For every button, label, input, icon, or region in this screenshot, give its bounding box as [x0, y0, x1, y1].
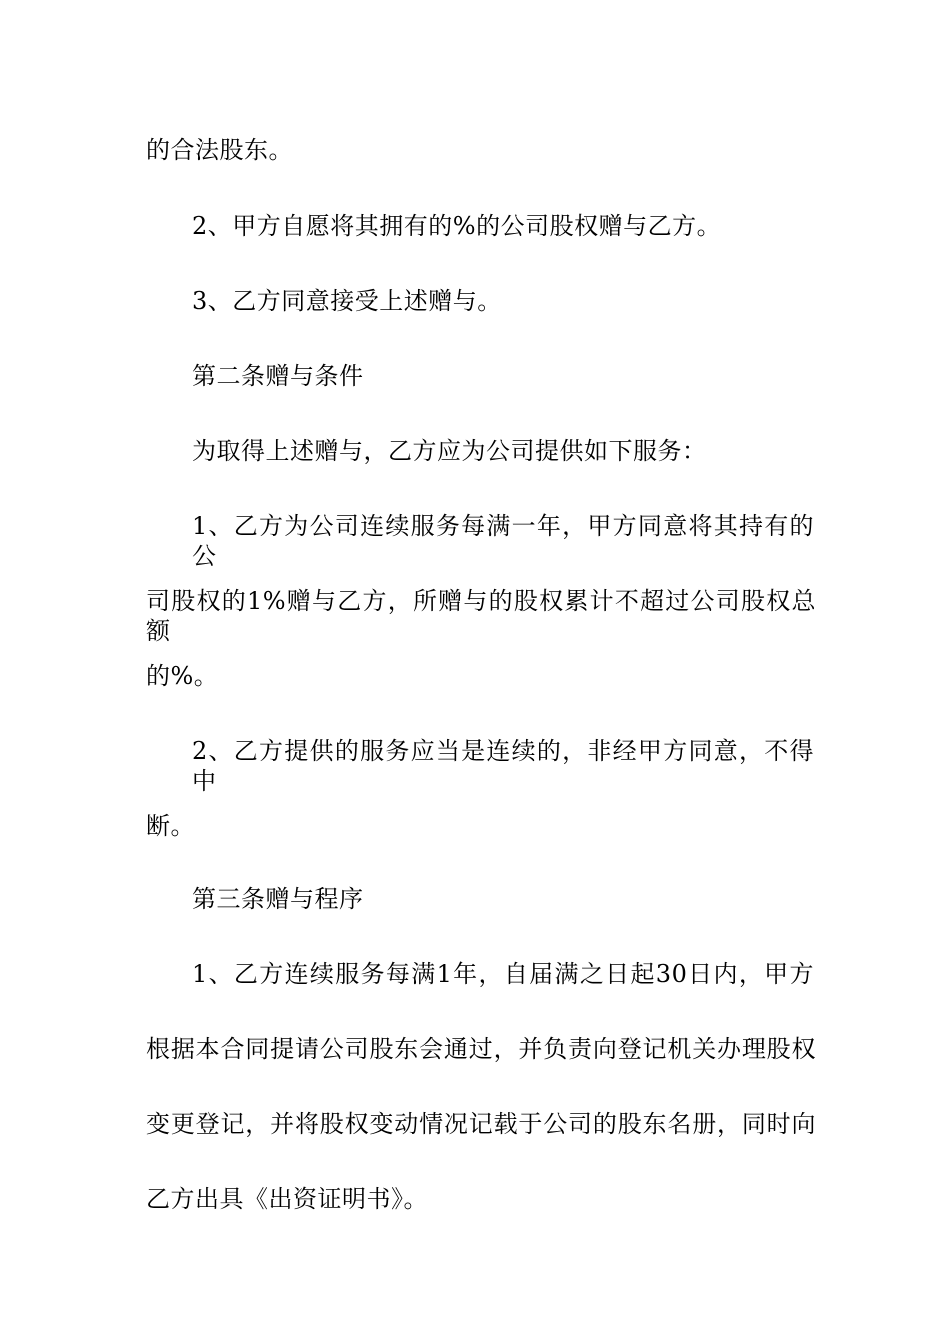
section-heading: 第二条赠与条件: [192, 362, 364, 390]
paragraph-line: 断。: [146, 812, 195, 840]
clause-item-line: 1、乙方连续服务每满1年，自届满之日起30日内，甲方: [192, 960, 814, 988]
clause-item-line: 2、乙方提供的服务应当是连续的，非经甲方同意，不得中: [192, 737, 814, 795]
paragraph-line: 的%。: [146, 662, 219, 690]
clause-item-line: 3、乙方同意接受上述赠与。: [192, 287, 502, 315]
section-heading: 第三条赠与程序: [192, 885, 364, 913]
paragraph-line: 根据本合同提请公司股东会通过，并负责向登记机关办理股权: [146, 1035, 816, 1063]
clause-item-line: 1、乙方为公司连续服务每满一年，甲方同意将其持有的公: [192, 512, 814, 570]
paragraph-line: 司股权的1%赠与乙方，所赠与的股权累计不超过公司股权总额: [146, 587, 816, 645]
paragraph-line: 变更登记，并将股权变动情况记载于公司的股东名册，同时向: [146, 1110, 816, 1138]
paragraph-line: 乙方出具《出资证明书》。: [146, 1185, 428, 1213]
clause-item-line: 2、甲方自愿将其拥有的%的公司股权赠与乙方。: [192, 212, 722, 240]
paragraph-line: 为取得上述赠与，乙方应为公司提供如下服务：: [192, 437, 707, 465]
paragraph-line: 的合法股东。: [146, 136, 293, 164]
